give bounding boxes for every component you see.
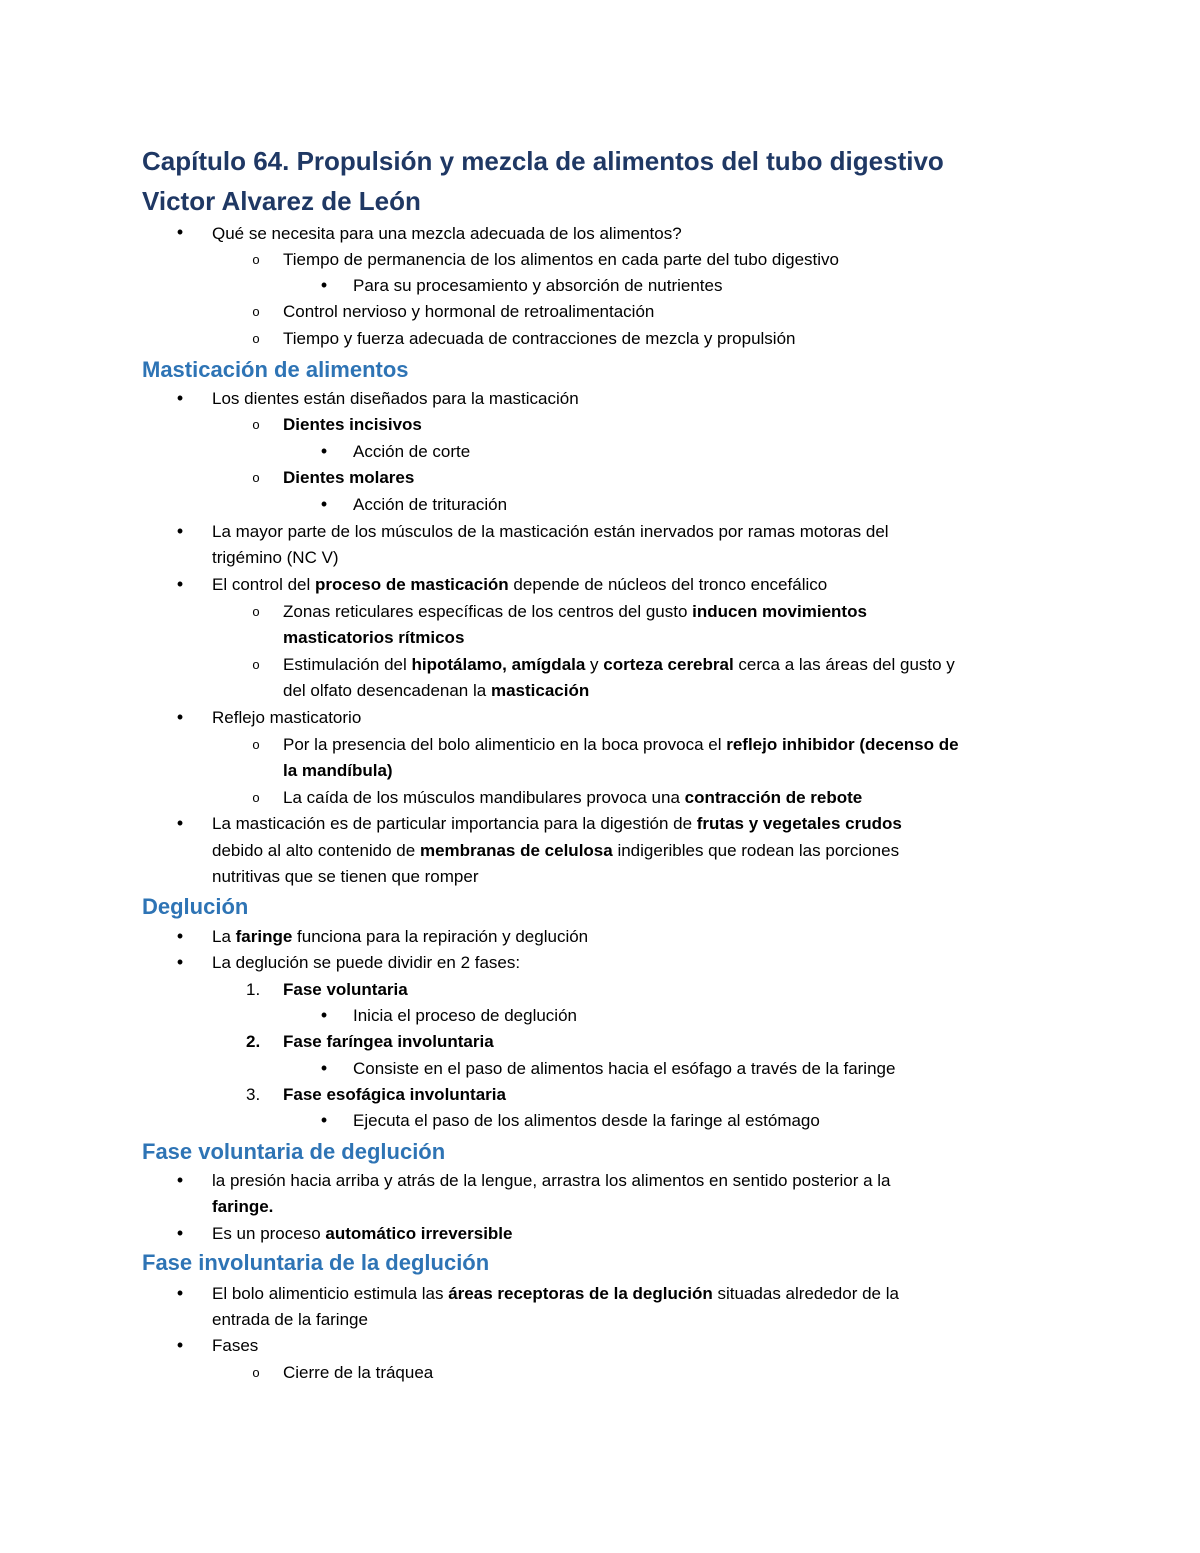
circle-bullet-icon: o bbox=[252, 470, 260, 485]
bullet-icon: • bbox=[176, 707, 184, 727]
bullet-icon: • bbox=[320, 494, 328, 514]
section-heading: Fase voluntaria de deglución bbox=[142, 1139, 446, 1164]
circle-bullet-icon: o bbox=[252, 657, 260, 672]
bullet-icon: • bbox=[320, 275, 328, 295]
bullet-icon: • bbox=[176, 1223, 184, 1243]
circle-bullet-icon: o bbox=[252, 1365, 260, 1380]
bullet-icon: • bbox=[176, 1170, 184, 1190]
section-heading: Deglución bbox=[142, 894, 249, 919]
bullet-icon: • bbox=[176, 1283, 184, 1303]
bullet-icon: • bbox=[176, 926, 184, 946]
bullet-icon: • bbox=[176, 574, 184, 594]
bullet-icon: • bbox=[176, 813, 184, 833]
document-title: Capítulo 64. Propulsión y mezcla de alimentos del tubo digestivo bbox=[142, 146, 944, 176]
circle-bullet-icon: o bbox=[252, 417, 260, 432]
section-heading: Fase involuntaria de la deglución bbox=[142, 1250, 490, 1275]
circle-bullet-icon: o bbox=[252, 304, 260, 319]
circle-bullet-icon: o bbox=[252, 790, 260, 805]
bullet-icon: • bbox=[176, 521, 184, 541]
section-heading: Masticación de alimentos bbox=[142, 357, 409, 382]
bullet-icon: • bbox=[320, 1005, 328, 1025]
bullet-icon: • bbox=[320, 1110, 328, 1130]
bullet-icon: • bbox=[176, 388, 184, 408]
bullet-icon: • bbox=[320, 1058, 328, 1078]
document-author: Victor Alvarez de León bbox=[142, 186, 421, 216]
circle-bullet-icon: o bbox=[252, 604, 260, 619]
document-page: Capítulo 64. Propulsión y mezcla de alimentos del tubo digestivo Victor Alvarez de León • Qué se necesita para una mezcla adecuada de los alimentos? o Tiempo de permanencia de los alimentos en cada parte del tubo digestivo • Para su procesamiento y absorción de nutrientes o Control nervioso y hormonal de retroalimentación o Tiempo y fuerza adecuada de contracciones de mezcla y propulsión Masticación de alimentos • Los dientes están diseñados para la masticación o Dientes incisivos • Acción de corte o Dientes molares • Acción de trituración • La mayor parte de los músculos de la masticación están inervados por ramas motoras del trigémino (NC V) • El control del proceso de masticación depende de núcleos del tronco encefálico o Zonas reticulares específicas de los centros del gusto inducen movimientos masticatorios rítmicos o Estimulación del hipotálamo, amígdala y corteza cerebral cerca a las áreas del gusto y del olfato desencadenan la masticación • Reflejo masticatorio o Por la presencia del bolo alimenticio en la boca provoca el reflejo inhibidor (decenso de la mandíbula) o La caída de los músculos mandibulares provoca una contracción de rebote • La masticación es de particular importancia para la digestión de frutas y vegetales crudos debido al alto contenido de membranas de celulosa indigeribles que rodean las porciones nutritivas que se tienen que romper Deglución • La faringe funciona para la repiración y deglución • La deglución se puede dividir en 2 fases: 1. Fase voluntaria • Inicia el proceso de deglución 2. Fase faríngea involuntaria • Consiste en el paso de alimentos hacia el esófago a través de la faringe 3. Fase esofágica involuntaria • Ejecuta el paso de los alimentos desde la faringe al estómago Fase voluntaria de deglución • la presión hacia arriba y atrás de la lengue, arrastra los alimentos en sentido posterior a la faringe. • Es un proceso automático irreversible Fase involuntaria de la deglución • El bolo alimenticio estimula las áreas receptoras de la deglución situadas alrededor de la entrada de la faringe • Fases o Cierre de la tráquea bbox=[0, 0, 1200, 1553]
bullet-icon: • bbox=[320, 441, 328, 461]
bullet-icon: • bbox=[176, 222, 184, 242]
bullet-icon: • bbox=[176, 1335, 184, 1355]
circle-bullet-icon: o bbox=[252, 737, 260, 752]
circle-bullet-icon: o bbox=[252, 331, 260, 346]
circle-bullet-icon: o bbox=[252, 252, 260, 267]
bullet-icon: • bbox=[176, 952, 184, 972]
